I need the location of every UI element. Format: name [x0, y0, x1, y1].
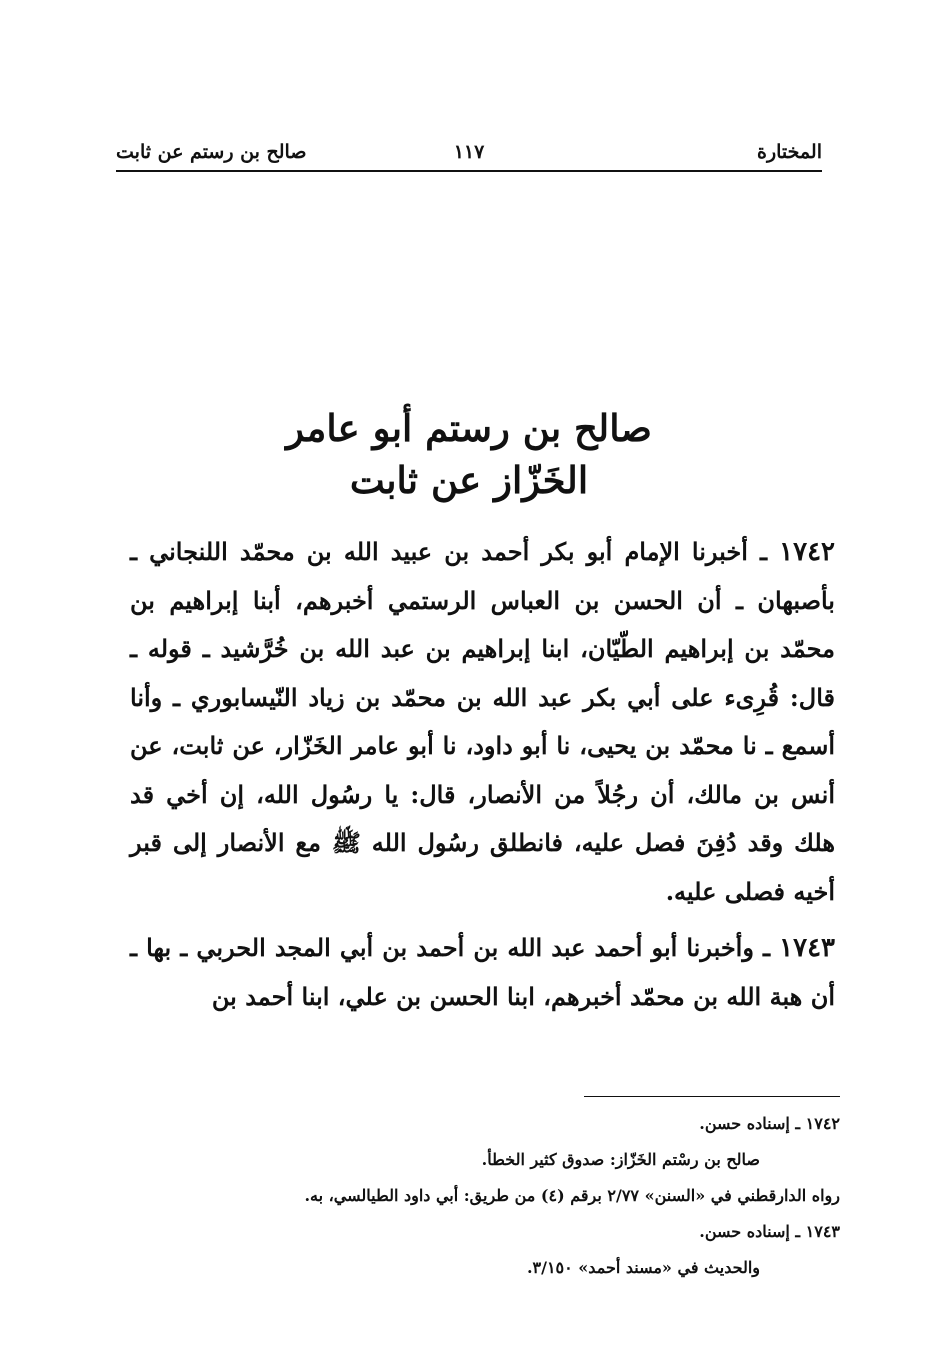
footnote-1742-narrator: صالح بن رسْتم الخَزّاز: صدوق كثير الخطأ. — [481, 1150, 760, 1169]
hadith-1742 — [130, 528, 835, 916]
running-header — [116, 138, 822, 172]
footnote-1742: ١٧٤٢ ـ إسناده حسن. — [699, 1114, 840, 1133]
hadith-number: ١٧٤٢ — [779, 537, 835, 567]
hadith-text: ـ أخبرنا الإمام أبو بكر أحمد بن عبيد الله بن محمّد اللنجاني ـ بأصبهان ـ أن الحسن بن العباس الرستمي أخبرهم، أبنا إبراهيم بن محمّد بن إبراهيم الطّيّان، ابنا إبراهيم بن عبد الله بن خُرَّشيد ـ قوله ـ قال: قُرِىء على أبي بكر عبد الله بن محمّد بن زياد النّيسابوري ـ وأنا أسمع ـ نا محمّد بن يحيى، نا أبو داود، نا أبو عامر الخَزّار، عن ثابت، عن أنس بن مالك، أن رجُلاً من الأنصار، قال: يا رسُول الله، إن أخي قد هلك وقد دُفِنَ فصل عليه، فانطلق رسُول الله ﷺ مع الأنصار إلى قبر أخيه فصلى عليه. — [130, 537, 835, 906]
header-book-title: المختارة — [757, 141, 822, 163]
page-number: ١١٧ — [453, 141, 485, 163]
footnote-1743-source: والحديث في «مسند أحمد» ٣/١٥٠. — [526, 1258, 760, 1277]
section-title-line1: صالح بن رستم أبو عامر — [286, 406, 652, 450]
hadith-text: ـ وأخبرنا أبو أحمد عبد الله بن أحمد بن أبي المجد الحربي ـ بها ـ أن هبة الله بن محمّد أخبرهم، ابنا الحسن بن علي، ابنا أحمد بن — [130, 933, 835, 1011]
footnote-divider — [584, 1096, 840, 1097]
header-chapter-title: صالح بن رستم عن ثابت — [116, 141, 307, 163]
footnote-1743: ١٧٤٣ ـ إسناده حسن. — [699, 1222, 840, 1241]
hadith-number: ١٧٤٣ — [779, 933, 835, 963]
section-title-line2: الخَزّاز عن ثابت — [349, 458, 589, 502]
hadith-1743 — [130, 924, 835, 1021]
section-title — [116, 402, 822, 506]
footnote-1742-source: رواه الدارقطني في «السنن» ٢/٧٧ برقم (٤) من طريق: أبي داود الطيالسي، به. — [304, 1186, 840, 1205]
main-text — [130, 528, 835, 1021]
footnotes — [130, 1106, 840, 1286]
